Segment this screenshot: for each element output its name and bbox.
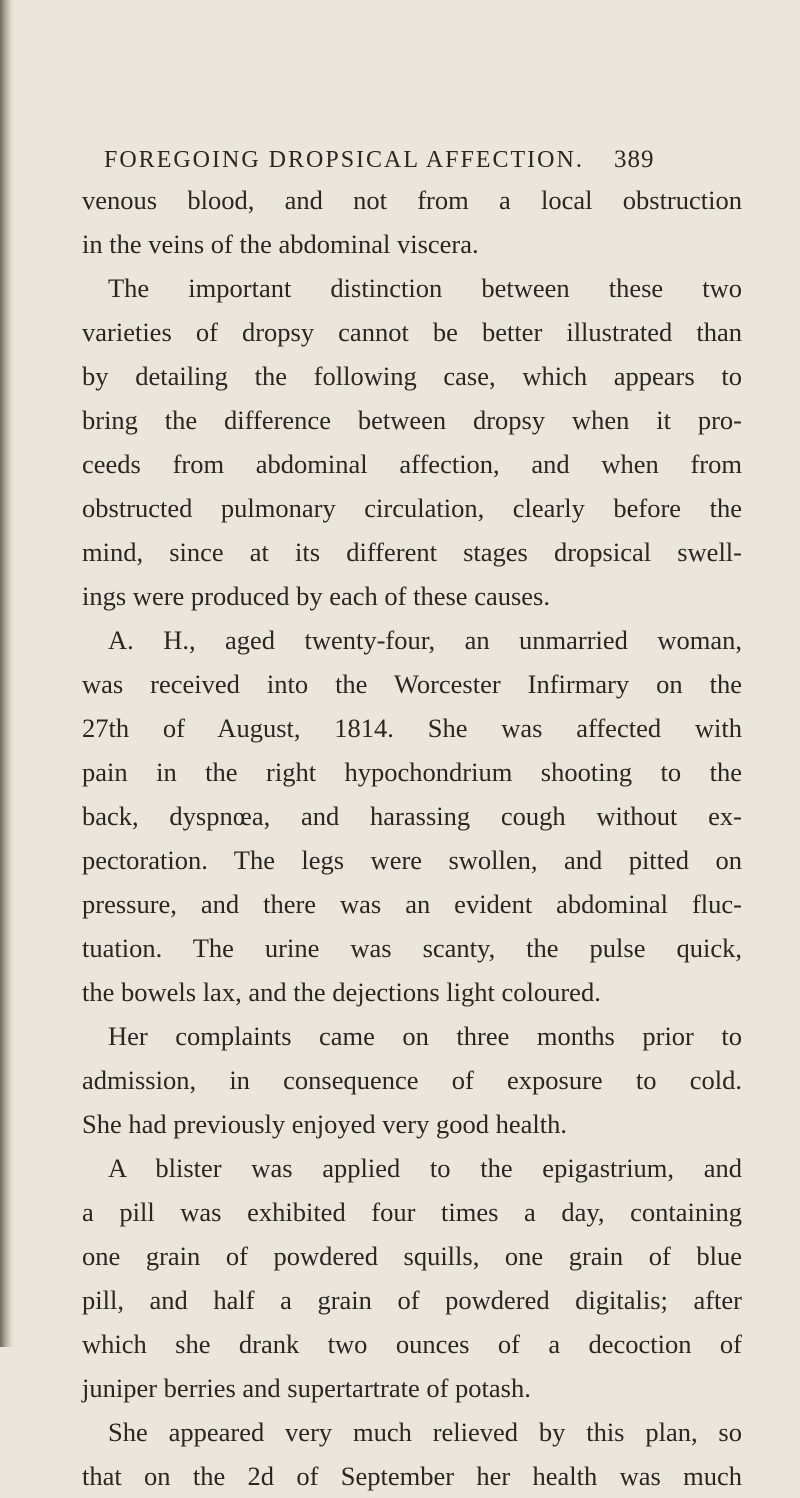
text-line: mind, since at its different stages dropsical swell-: [82, 537, 742, 567]
text-line: pain in the right hypochondrium shooting to the: [82, 757, 742, 787]
text-line: A. H., aged twenty-four, an unmarried woman,: [108, 625, 742, 655]
text-line: a pill was exhibited four times a day, containing: [82, 1197, 742, 1227]
text-line: pectoration. The legs were swollen, and pitted on: [82, 845, 742, 875]
running-title: FOREGOING DROPSICAL AFFECTION.: [104, 147, 584, 173]
text-line: The important distinction between these two: [108, 273, 742, 303]
text-line: A blister was applied to the epigastrium, and: [108, 1153, 742, 1183]
page-number: 389: [614, 146, 655, 173]
text-line: back, dyspnœa, and harassing cough without ex-: [82, 801, 742, 831]
running-header: [104, 142, 655, 178]
text-line: bring the difference between dropsy when it pro-: [82, 405, 742, 435]
text-line: varieties of dropsy cannot be better illustrated than: [82, 317, 742, 347]
text-line: Her complaints came on three months prior to: [108, 1021, 742, 1051]
text-line: 27th of August, 1814. She was affected with: [82, 713, 742, 743]
text-line: in the veins of the abdominal viscera.: [82, 229, 479, 259]
text-line: tuation. The urine was scanty, the pulse quick,: [82, 933, 742, 963]
text-line: ceeds from abdominal affection, and when from: [82, 449, 742, 479]
text-line: was received into the Worcester Infirmary on the: [82, 669, 742, 699]
text-line: pressure, and there was an evident abdominal fluc-: [82, 889, 742, 919]
text-line: pill, and half a grain of powdered digitalis; after: [82, 1285, 742, 1315]
text-line: ings were produced by each of these causes.: [82, 581, 550, 611]
text-line: the bowels lax, and the dejections light coloured.: [82, 977, 601, 1007]
text-line: venous blood, and not from a local obstruction: [82, 185, 742, 215]
text-line: She appeared very much relieved by this plan, so: [108, 1417, 742, 1447]
text-line: which she drank two ounces of a decoction of: [82, 1329, 742, 1359]
text-line: that on the 2d of September her health was much: [82, 1461, 742, 1491]
text-line: She had previously enjoyed very good health.: [82, 1109, 567, 1139]
text-line: admission, in consequence of exposure to cold.: [82, 1065, 742, 1095]
text-line: obstructed pulmonary circulation, clearly before the: [82, 493, 742, 523]
text-line: one grain of powdered squills, one grain of blue: [82, 1241, 742, 1271]
text-line: by detailing the following case, which appears to: [82, 361, 742, 391]
text-line: juniper berries and supertartrate of potash.: [82, 1373, 531, 1403]
